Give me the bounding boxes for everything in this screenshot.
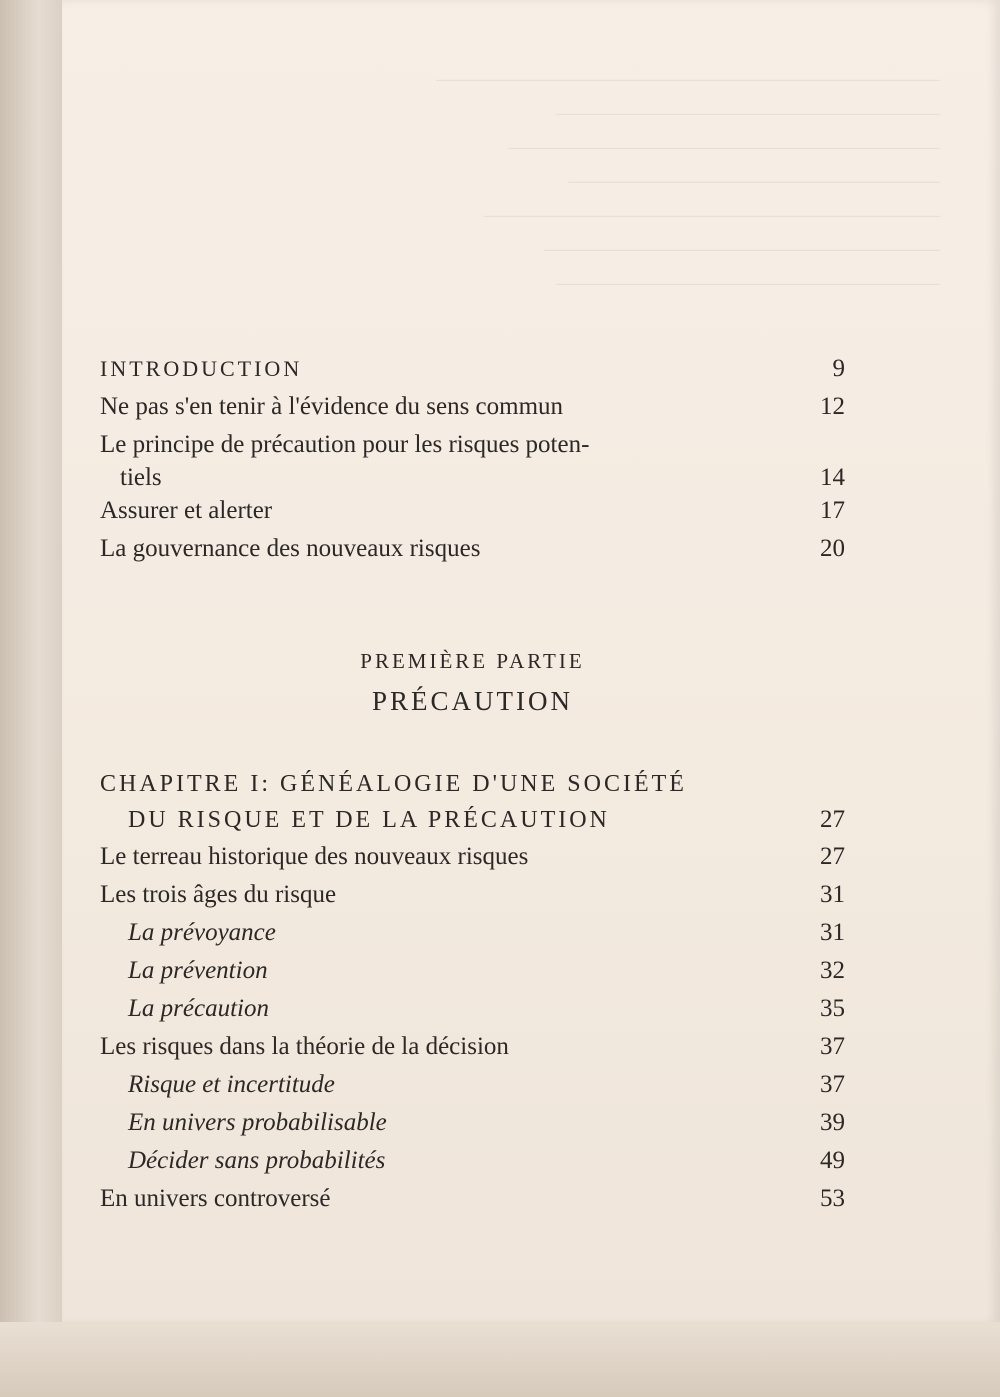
toc-entry bbox=[100, 838, 845, 876]
toc-entry-page: 14 bbox=[820, 464, 845, 491]
chapter-heading bbox=[100, 766, 845, 838]
part-heading: PREMIÈRE PARTIE bbox=[360, 649, 585, 673]
page-bottom-edge bbox=[0, 1322, 1000, 1397]
toc-entry-page: 32 bbox=[820, 957, 845, 984]
toc-subentry bbox=[100, 1066, 845, 1104]
toc-subentry bbox=[100, 914, 845, 952]
chapter-title-line-2: DU RISQUE ET DE LA PRÉCAUTION bbox=[128, 807, 610, 833]
toc-subentry-label: La précaution bbox=[128, 995, 269, 1022]
toc-entry-page: 31 bbox=[820, 919, 845, 946]
toc-entry-label: Assurer et alerter bbox=[100, 497, 273, 524]
toc-entry-label: Le terreau historique des nouveaux risques bbox=[100, 843, 529, 870]
toc-entry-continuation bbox=[100, 464, 845, 492]
toc-entry bbox=[100, 1028, 845, 1066]
toc-entry-label: Ne pas s'en tenir à l'évidence du sens commun bbox=[100, 393, 564, 420]
toc-subentry bbox=[100, 1142, 845, 1180]
toc-entry-page: 37 bbox=[820, 1033, 845, 1060]
toc-entry-label: Les risques dans la théorie de la décision bbox=[100, 1033, 509, 1060]
toc-entry bbox=[100, 530, 845, 568]
toc-entry-label: Le principe de précaution pour les risques poten- bbox=[100, 431, 590, 458]
table-of-contents bbox=[100, 350, 845, 1218]
toc-subentry-label: La prévention bbox=[128, 957, 268, 984]
toc-entry bbox=[100, 388, 845, 426]
toc-entry-page: 20 bbox=[820, 535, 845, 562]
toc-entry-page: 31 bbox=[820, 881, 845, 908]
toc-entry-page: 9 bbox=[832, 355, 845, 382]
toc-entry bbox=[100, 876, 845, 914]
toc-entry-introduction bbox=[100, 350, 845, 388]
toc-entry-page: 35 bbox=[820, 995, 845, 1022]
toc-entry-label: INTRODUCTION bbox=[100, 356, 303, 381]
toc-entry-label: En univers controversé bbox=[100, 1185, 331, 1212]
toc-subentry-label: En univers probabilisable bbox=[128, 1109, 387, 1136]
toc-entry bbox=[100, 492, 845, 530]
show-through-texture: __________________________________________ ________________________________ ____________________________________ _______________________________ ______________________________________ _________________________________ ________________________________ bbox=[436, 58, 940, 288]
toc-subentry-label: La prévoyance bbox=[128, 919, 276, 946]
toc-subentry-label: Décider sans probabilités bbox=[128, 1147, 386, 1174]
part-title: PRÉCAUTION bbox=[371, 686, 573, 716]
toc-entry bbox=[100, 426, 845, 464]
toc-entry bbox=[100, 1180, 845, 1218]
toc-subentry bbox=[100, 990, 845, 1028]
toc-entry-page: 12 bbox=[820, 393, 845, 420]
toc-subentry bbox=[100, 1104, 845, 1142]
chapter-title-line-2-row bbox=[100, 802, 845, 838]
toc-entry-page: 39 bbox=[820, 1109, 845, 1136]
chapter-title-line-1: CHAPITRE I: GÉNÉALOGIE D'UNE SOCIÉTÉ bbox=[100, 771, 687, 797]
toc-entry-page: 53 bbox=[820, 1185, 845, 1212]
toc-subentry-label: Risque et incertitude bbox=[128, 1071, 335, 1098]
toc-entry-label-continued: tiels bbox=[120, 464, 162, 491]
toc-entry-page: 27 bbox=[820, 843, 845, 870]
toc-entry-page: 17 bbox=[820, 497, 845, 524]
chapter-page: 27 bbox=[820, 806, 845, 833]
toc-entry-label: Les trois âges du risque bbox=[100, 881, 337, 908]
toc-entry-page: 49 bbox=[820, 1147, 845, 1174]
toc-entry-label: La gouvernance des nouveaux risques bbox=[100, 535, 481, 562]
toc-entry-page: 37 bbox=[820, 1071, 845, 1098]
toc-subentry bbox=[100, 952, 845, 990]
